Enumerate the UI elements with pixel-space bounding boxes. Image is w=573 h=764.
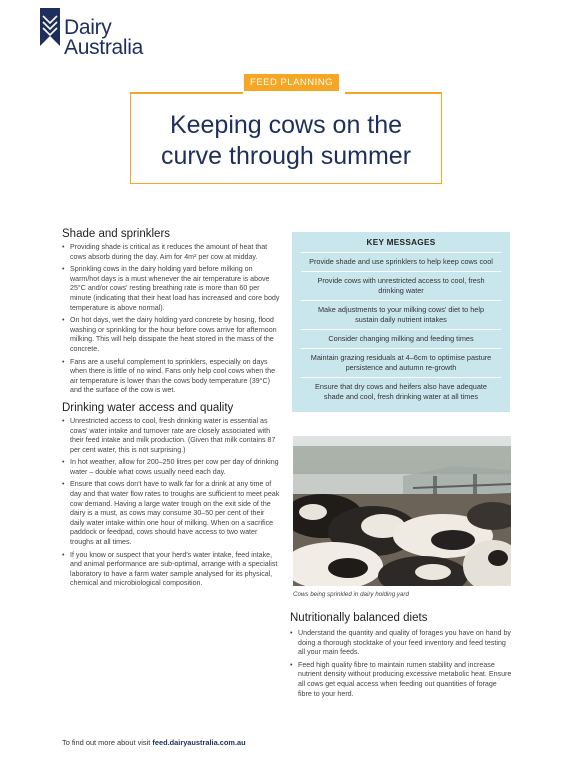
shade-list bbox=[62, 243, 280, 396]
right-column bbox=[292, 232, 514, 412]
list-item: • Feed high quality fibre to maintain rumen stability and increase nutrient density without producing excessive metabolic heat. Ensure all cows get equal access when feeding out quantities of forage fibre to your herd. bbox=[290, 661, 512, 699]
list-item: • In hot weather, allow for 200–250 litres per cow per day of drinking water – double what cows usually need each day. bbox=[62, 458, 280, 477]
category-tag: FEED PLANNING bbox=[244, 74, 339, 91]
footer-link[interactable]: feed.dairyaustralia.com.au bbox=[152, 738, 246, 747]
logo-chevron-icon bbox=[40, 8, 60, 54]
key-message: Consider changing milking and feeding times bbox=[301, 330, 501, 349]
photo-caption: Cows being sprinkled in dairy holding yard bbox=[293, 591, 409, 598]
nutrition-section bbox=[290, 612, 512, 702]
list-item: • Providing shade is critical as it reduces the amount of heat that cows absorb during the day. Aim for 4m² per cow at midday. bbox=[62, 243, 280, 262]
key-message: Make adjustments to your milking cows' diet to help sustain daily nutrient intakes bbox=[301, 301, 501, 330]
water-list bbox=[62, 417, 280, 589]
footer-text: To find out more about visit bbox=[62, 738, 153, 747]
list-item: • Fans are a useful complement to sprinklers, especially on days when there is little of no wind. Fans only help cool cows when the air temperature is lower than the cows body temperature (39°C) and the surface of the cow is wet. bbox=[62, 358, 280, 396]
title-box bbox=[130, 92, 442, 184]
key-message: Provide shade and use sprinklers to help keep cows cool bbox=[301, 253, 501, 272]
logo-line-1: Dairy bbox=[64, 16, 112, 39]
left-column bbox=[62, 228, 280, 592]
list-item: • Ensure that cows don't have to walk far for a drink at any time of day and that water flow rates to troughs are sufficient to meet peak cow demand. Having a large water trough on the exit side of the dairy is a must, as cows may consume 30–50 per cent of their daily water intake within one hour of milking. When on a sacrifice paddock or feedpad, cows should have access to two water troughs at all times. bbox=[62, 480, 280, 547]
list-item: • On hot days, wet the dairy holding yard concrete by hosing, flood washing or sprinkling for the hour before cows arrive for afternoon milking. This will help dissipate the heat stored in the mass of the concrete. bbox=[62, 316, 280, 354]
title-line-1: Keeping cows on the bbox=[169, 111, 403, 139]
dairy-australia-logo[interactable] bbox=[40, 8, 200, 58]
water-heading: Drinking water access and quality bbox=[62, 401, 234, 414]
key-message: Provide cows with unrestricted access to cool, fresh drinking water bbox=[301, 272, 501, 301]
list-item: • Understand the quantity and quality of forages you have on hand by doing a thorough stocktake of your feed inventory and feed testing all your main feeds. bbox=[290, 629, 512, 658]
key-message: Maintain grazing residuals at 4–6cm to optimise pasture persistence and autumn re-growth bbox=[301, 349, 501, 378]
key-messages-heading: KEY MESSAGES bbox=[301, 238, 501, 253]
logo-wordmark bbox=[64, 18, 143, 58]
title-line-2: curve through summer bbox=[160, 142, 412, 170]
list-item: • If you know or suspect that your herd's water intake, feed intake, and animal performance are sub-optimal, arrange with a specialist laboratory to have a farm water sample analysed for its physical, chemical and microbiological composition. bbox=[62, 551, 280, 589]
nutrition-heading: Nutritionally balanced diets bbox=[290, 612, 428, 624]
footer bbox=[62, 738, 246, 747]
key-messages-box bbox=[292, 232, 510, 412]
key-message: Ensure that dry cows and heifers also have adequate shade and cool, fresh drinking water at all times bbox=[315, 382, 487, 401]
nutrition-list bbox=[290, 629, 512, 699]
logo-line-2: Australia bbox=[64, 36, 144, 59]
cows-sprinkler-photo bbox=[293, 436, 511, 586]
shade-heading: Shade and sprinklers bbox=[62, 228, 171, 240]
page-title bbox=[131, 110, 441, 172]
list-item: • Sprinkling cows in the dairy holding yard before milking on warm/hot days is a must whenever the air temperature is above 25°C and/or cows' resting breathing rate is more than 60 per minute (indicating that their heat load has increased and core body temperature is above normal). bbox=[62, 265, 280, 313]
list-item: • Unrestricted access to cool, fresh drinking water is essential as cows' water intake and turnover rate are closely associated with their feed intake and milk production. (Given that milk contains 87 per cent water, this is not surprising.) bbox=[62, 417, 280, 455]
